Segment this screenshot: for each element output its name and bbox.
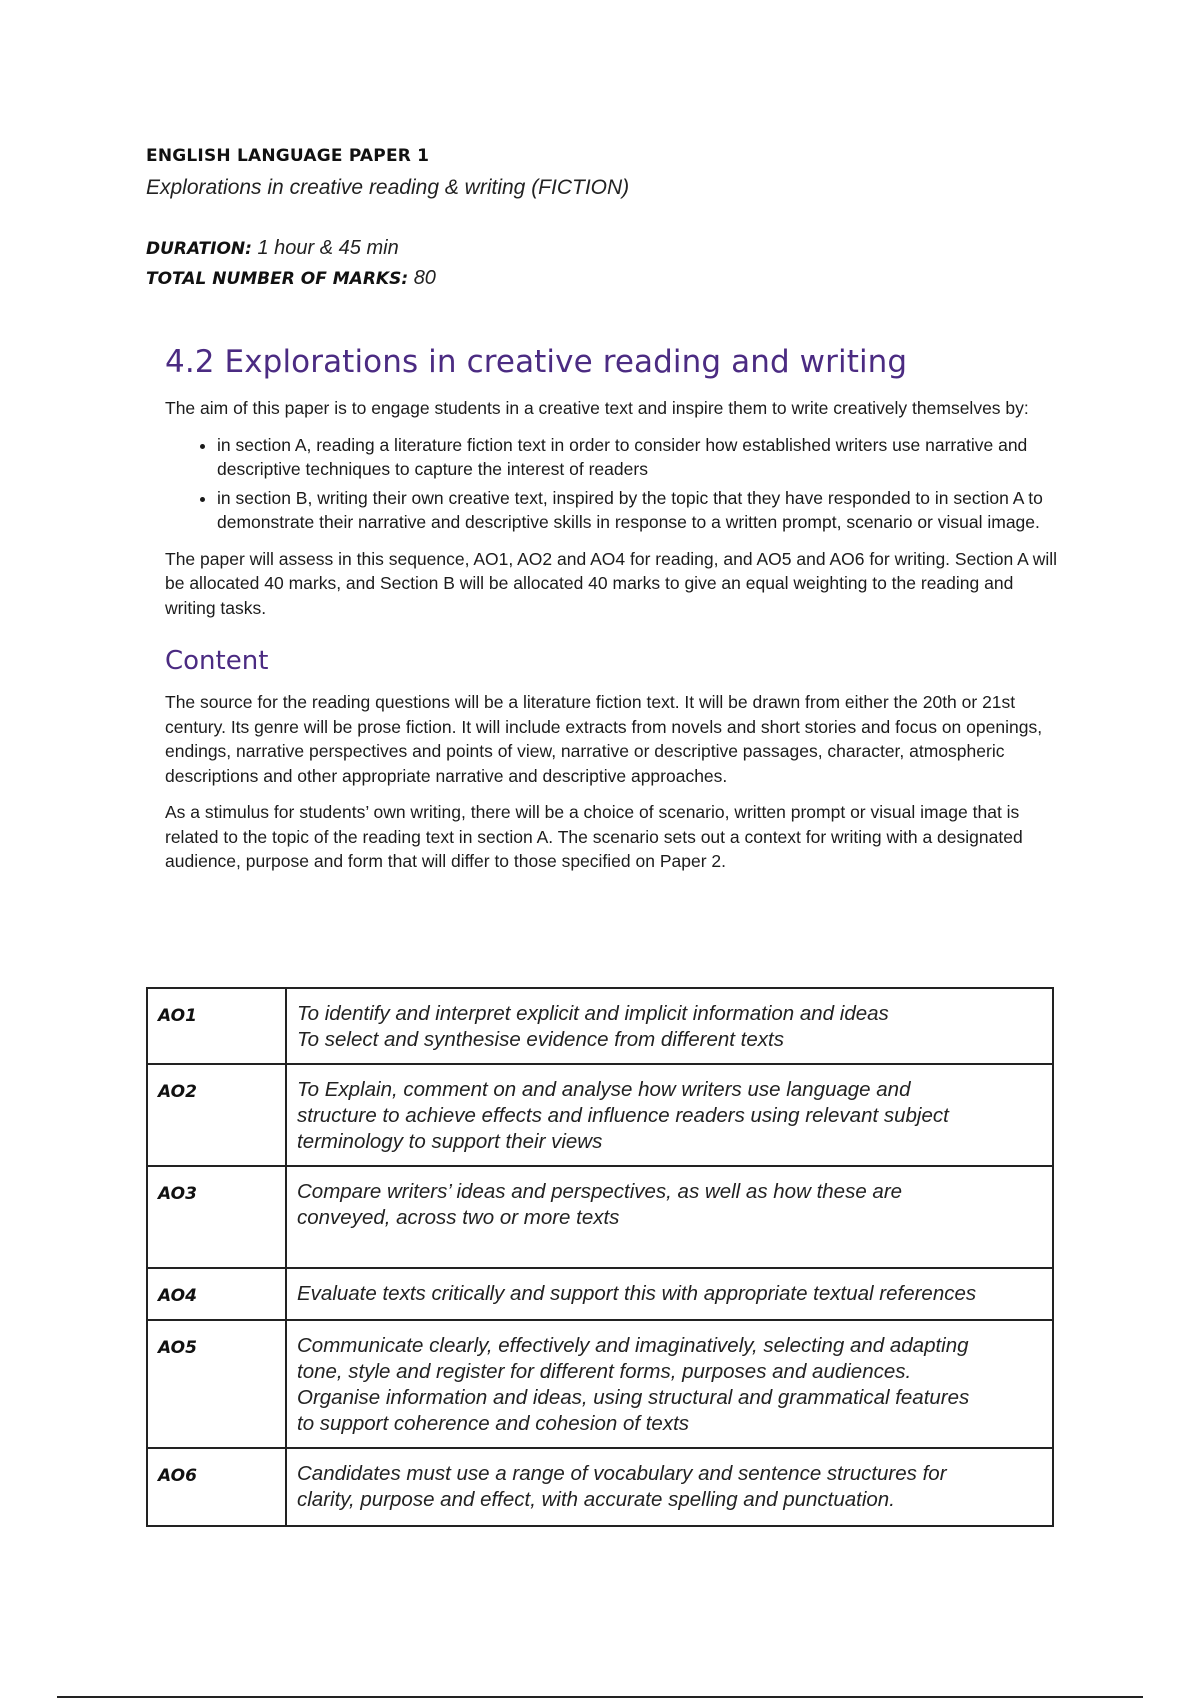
duration-line — [146, 237, 399, 260]
spec-intro: The aim of this paper is to engage students in a creative text and inspire them to write creatively themselves by: — [165, 398, 1029, 418]
ao-line: To Explain, comment on and analyse how writers use language and — [297, 1078, 911, 1101]
duration-label: DURATION: — [146, 239, 252, 259]
ao-code: AO2 — [147, 1064, 286, 1166]
ao-line: conveyed, across two or more texts — [297, 1206, 620, 1229]
ao-code: AO6 — [147, 1448, 286, 1526]
ao-line: structure to achieve effects and influence readers using relevant subject — [297, 1104, 949, 1127]
ao-line: clarity, purpose and effect, with accurate spelling and punctuation. — [297, 1488, 895, 1511]
duration-value: 1 hour & 45 min — [257, 237, 399, 259]
specification-excerpt — [165, 344, 1065, 886]
ao-line: Compare writers’ ideas and perspectives, as well as how these are — [297, 1180, 903, 1203]
ao-code: AO1 — [147, 988, 286, 1064]
ao-line: tone, style and register for different forms, purposes and audiences. — [297, 1360, 912, 1383]
marks-label: TOTAL NUMBER OF MARKS: — [146, 269, 409, 289]
ao-code: AO4 — [147, 1268, 286, 1320]
ao-description — [286, 1268, 1053, 1320]
ao-description — [286, 1448, 1053, 1526]
ao-line: Candidates must use a range of vocabulary and sentence structures for — [297, 1462, 947, 1485]
paper-title: ENGLISH LANGUAGE PAPER 1 — [146, 146, 430, 166]
ao-description — [286, 1166, 1053, 1268]
ao-code: AO5 — [147, 1320, 286, 1448]
ao-line: To identify and interpret explicit and implicit information and ideas — [297, 1002, 889, 1025]
table-row — [147, 1320, 1053, 1448]
content-paragraph: As a stimulus for students’ own writing, there will be a choice of scenario, written prompt or visual image that is related to the topic of the reading text in section A. The scenario sets out a context for writing with a designated audience, purpose and form that will differ to those specified on Paper 2. — [165, 802, 1023, 871]
ao-line: Evaluate texts critically and support this with appropriate textual references — [297, 1282, 977, 1305]
footer-divider — [57, 1696, 1143, 1698]
marks-value: 80 — [413, 267, 436, 289]
table-row — [147, 1268, 1053, 1320]
content-paragraph: The source for the reading questions will be a literature fiction text. It will be drawn from either the 20th or 21st century. Its genre will be prose fiction. It will include extracts from novels and short stories and focus on openings, endings, narrative perspectives and points of view, narrative or descriptive passages, character, atmospheric descriptions and other appropriate narrative and descriptive approaches. — [165, 692, 1043, 786]
assessment-objectives-table — [146, 987, 1054, 1527]
marks-line — [146, 267, 436, 290]
spec-assessment: The paper will assess in this sequence, AO1, AO2 and AO4 for reading, and AO5 and AO6 for writing. Section A will be allocated 40 marks, and Section B will be allocated 40 marks to give an equal weighting to the reading and writing tasks. — [165, 548, 1058, 618]
spec-bullet: • in section A, reading a literature fiction text in order to consider how established writers use narrative and descriptive techniques to capture the interest of readers — [217, 433, 1065, 482]
ao-line: To select and synthesise evidence from different texts — [297, 1028, 784, 1051]
ao-line: Organise information and ideas, using structural and grammatical features — [297, 1386, 970, 1409]
ao-description — [286, 1320, 1053, 1448]
ao-description — [286, 1064, 1053, 1166]
spec-bullet-list — [165, 433, 1065, 535]
ao-code: AO3 — [147, 1166, 286, 1268]
ao-line: Communicate clearly, effectively and imaginatively, selecting and adapting — [297, 1334, 969, 1357]
ao-description — [286, 988, 1053, 1064]
spec-bullet: • in section B, writing their own creative text, inspired by the topic that they have responded to in section A to demonstrate their narrative and descriptive skills in response to a written prompt, scenario or visual image. — [217, 486, 1065, 535]
table-row — [147, 1166, 1053, 1268]
table-row — [147, 1064, 1053, 1166]
spec-heading: 4.2 Explorations in creative reading and writing — [165, 344, 908, 380]
paper-subtitle: Explorations in creative reading & writing (FICTION) — [146, 176, 630, 199]
table-row — [147, 988, 1053, 1064]
ao-line: terminology to support their views — [297, 1130, 603, 1153]
ao-line: to support coherence and cohesion of texts — [297, 1412, 690, 1435]
table-row — [147, 1448, 1053, 1526]
content-heading: Content — [165, 646, 269, 676]
